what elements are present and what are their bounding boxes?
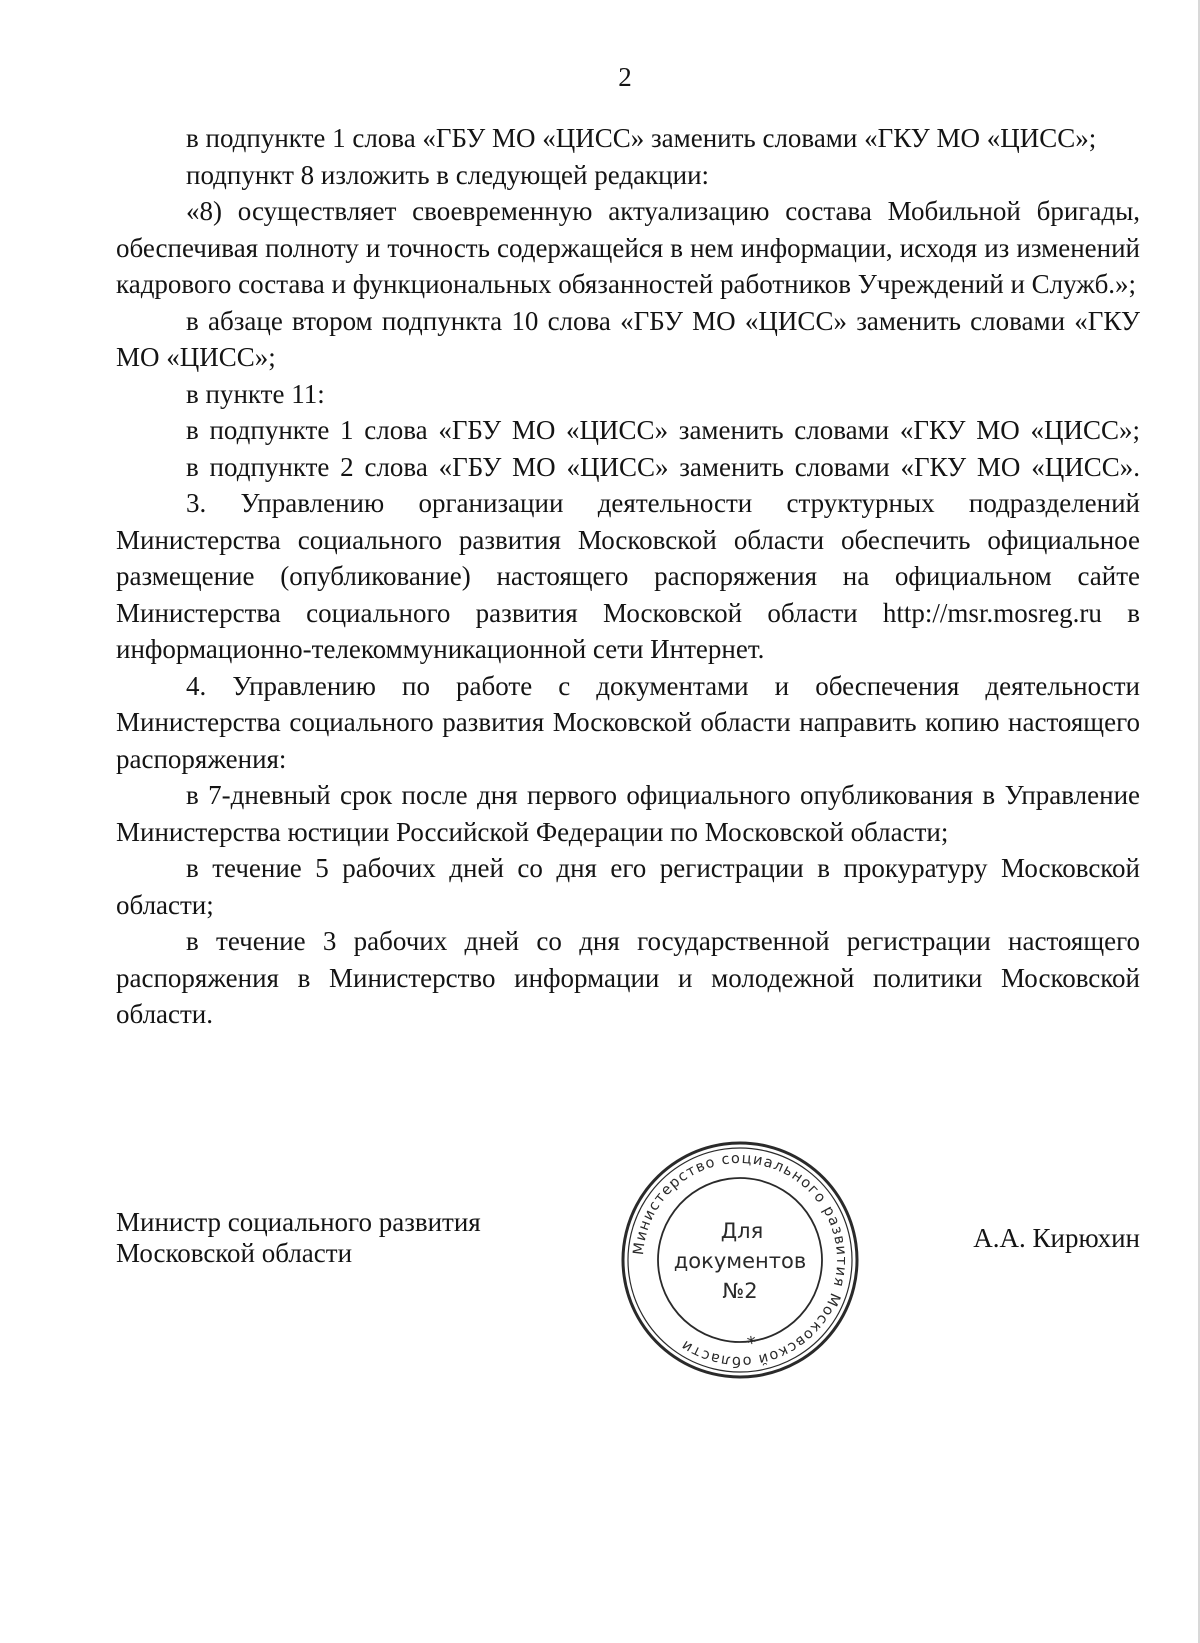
document-body bbox=[116, 120, 1140, 1033]
paragraph: в абзаце втором подпункта 10 слова «ГБУ МО «ЦИСС» заменить словами «ГКУ МО «ЦИСС»; bbox=[116, 305, 1140, 372]
paragraph: в течение 5 рабочих дней со дня его регистрации в прокуратуру Московской области; bbox=[116, 853, 1140, 920]
stamp-line: Для bbox=[720, 1219, 764, 1243]
stamp-line: документов bbox=[673, 1249, 807, 1273]
paragraph: в подпункте 2 слова «ГБУ МО «ЦИСС» заменить словами «ГКУ МО «ЦИСС». bbox=[186, 451, 1140, 482]
paragraph: в подпункте 1 слова «ГБУ МО «ЦИСС» заменить словами «ГКУ МО «ЦИСС»; bbox=[186, 123, 1097, 153]
stamp-star: * bbox=[745, 1332, 758, 1355]
paragraph: 4. Управлению по работе с документами и обеспечения деятельности Министерства социального развития Московской области направить копию настоящего распоряжения: bbox=[116, 670, 1140, 774]
signatory-position-line: Министр социального развития bbox=[116, 1207, 481, 1237]
official-stamp bbox=[618, 1138, 862, 1382]
page-number: 2 bbox=[618, 62, 632, 92]
paragraph: 3. Управлению организации деятельности структурных подразделений Министерства социального развития Московской области обеспечить официальное размещение (опубликование) настоящего распоряжения на официальном сайте Министерства социального развития Московской области http://msr.mosreg.ru в информационно-телекоммуникационной сети Интернет. bbox=[116, 488, 1140, 664]
paragraph: в 7-дневный срок после дня первого официального опубликования в Управление Министерства юстиции Российской Федерации по Московской области; bbox=[116, 780, 1140, 847]
stamp-line: №2 bbox=[722, 1279, 758, 1303]
signatory-position bbox=[116, 1207, 481, 1269]
paragraph: в пункте 11: bbox=[186, 378, 325, 409]
signatory-name: А.А. Кирюхин bbox=[973, 1223, 1140, 1253]
stamp-ring-text: Министерство социального развития Московской области bbox=[630, 1150, 850, 1370]
paragraph: в подпункте 1 слова «ГБУ МО «ЦИСС» заменить словами «ГКУ МО «ЦИСС»; bbox=[186, 415, 1140, 445]
paragraph: в течение 3 рабочих дней со дня государственной регистрации настоящего распоряжения в Министерство информации и молодежной политики Московской области. bbox=[116, 926, 1140, 1029]
stamp-seal-icon bbox=[618, 1138, 862, 1382]
signatory-position-line: Московской области bbox=[116, 1238, 353, 1268]
paragraph: подпункт 8 изложить в следующей редакции: bbox=[186, 159, 710, 190]
paragraph: «8) осуществляет своевременную актуализацию состава Мобильной бригады, обеспечивая полноту и точность содержащейся в нем информации, исходя из изменений кадрового состава и функциональных обязанностей работников Учреждений и Служб.»; bbox=[116, 196, 1140, 299]
